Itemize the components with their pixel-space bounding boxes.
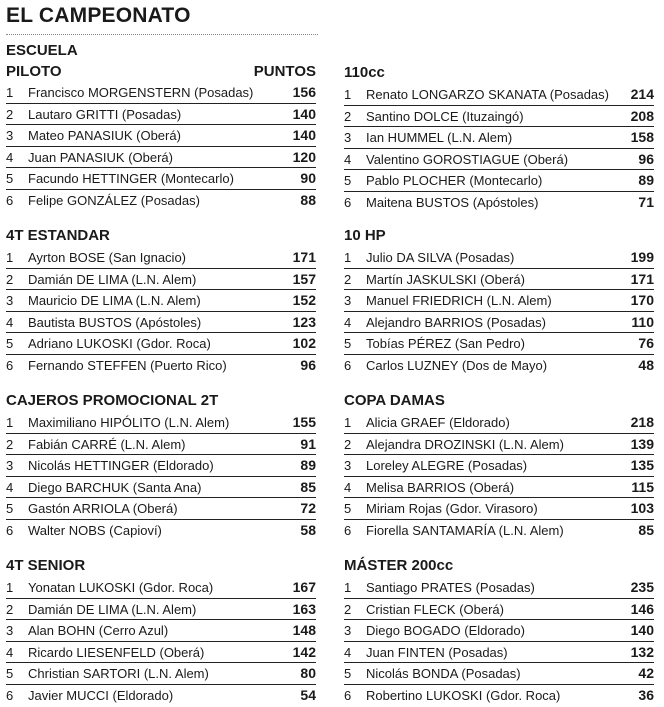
- standings-row: [344, 620, 654, 642]
- pilot-name: Maximiliano HIPÓLITO (L.N. Alem): [28, 415, 230, 430]
- pilot-name: Manuel FRIEDRICH (L.N. Alem): [366, 293, 552, 309]
- points-value: 171: [630, 270, 654, 287]
- position-number: 2: [6, 601, 14, 617]
- section-escuela: [6, 40, 316, 211]
- standings-list: [344, 84, 654, 213]
- pilot-name: Renato LONGARZO SKANATA (Posadas): [366, 87, 609, 102]
- points-value: 88: [300, 191, 316, 208]
- points-value: 218: [630, 414, 654, 430]
- section-title: 4T SENIOR: [6, 557, 86, 574]
- pilot-name: Facundo HETTINGER (Montecarlo): [28, 171, 234, 187]
- points-value: 214: [630, 86, 654, 102]
- pilot-name: Damián DE LIMA (L.N. Alem): [28, 271, 197, 287]
- section-master-200cc: [344, 555, 654, 706]
- points-value: 132: [630, 643, 654, 660]
- standings-row: [344, 520, 654, 541]
- position-number: 5: [344, 666, 352, 682]
- points-value: 152: [292, 292, 316, 309]
- section-title: CAJEROS PROMOCIONAL 2T: [6, 392, 219, 409]
- section-title: 110cc: [344, 64, 385, 81]
- points-value: 91: [300, 435, 316, 452]
- standings-row: [344, 685, 654, 706]
- position-number: 6: [6, 522, 14, 538]
- standings-row: [6, 685, 316, 706]
- section-title: MÁSTER 200cc: [344, 557, 454, 574]
- pilot-name: Fabián CARRÉ (L.N. Alem): [28, 436, 186, 452]
- points-value: 140: [630, 622, 654, 639]
- points-value: 54: [300, 686, 316, 703]
- points-value: 157: [292, 270, 316, 287]
- pilot-name: Julio DA SILVA (Posadas): [366, 250, 515, 265]
- standings-row: [344, 333, 654, 355]
- standings-row: [344, 247, 654, 269]
- pilot-name: Diego BOGADO (Eldorado): [366, 623, 525, 639]
- standings-row: [344, 269, 654, 291]
- position-number: 4: [344, 314, 352, 330]
- position-number: 2: [6, 271, 14, 287]
- pilot-name: Ricardo LIESENFELD (Oberá): [28, 644, 205, 660]
- column-header-piloto: PILOTO: [6, 63, 62, 80]
- pilot-name: Loreley ALEGRE (Posadas): [366, 458, 528, 474]
- standings-row: [344, 127, 654, 149]
- points-value: 140: [292, 105, 316, 122]
- section-10hp: [344, 225, 654, 376]
- position-number: 2: [344, 436, 352, 452]
- points-value: 48: [638, 356, 654, 373]
- standings-row: [6, 104, 316, 126]
- points-value: 163: [292, 600, 316, 617]
- pilot-name: Ian HUMMEL (L.N. Alem): [366, 130, 513, 146]
- pilot-name: Mateo PANASIUK (Oberá): [28, 128, 181, 144]
- position-number: 6: [344, 357, 352, 373]
- standings-row: [6, 520, 316, 541]
- pilot-name: Melisa BARRIOS (Oberá): [366, 479, 515, 495]
- position-number: 1: [6, 415, 14, 430]
- position-number: 6: [344, 194, 352, 210]
- standings-row: [6, 168, 316, 190]
- position-number: 3: [344, 130, 352, 146]
- position-number: 1: [344, 87, 352, 102]
- points-value: 103: [630, 500, 654, 517]
- position-number: 6: [344, 687, 352, 703]
- pilot-name: Santiago PRATES (Posadas): [366, 580, 535, 595]
- points-value: 167: [292, 579, 316, 595]
- position-number: 3: [6, 623, 14, 639]
- points-value: 89: [300, 457, 316, 474]
- points-value: 135: [630, 457, 654, 474]
- standings-list: [344, 247, 654, 376]
- standings-row: [6, 620, 316, 642]
- pilot-name: Robertino LUKOSKI (Gdor. Roca): [366, 687, 561, 703]
- section-4t-estandar: [6, 225, 316, 376]
- pilot-name: Alejandro BARRIOS (Posadas): [366, 314, 546, 330]
- standings-row: [6, 642, 316, 664]
- pilot-name: Fiorella SANTAMARÍA (L.N. Alem): [366, 522, 564, 538]
- pilot-name: Valentino GOROSTIAGUE (Oberá): [366, 151, 569, 167]
- pilot-name: Alicia GRAEF (Eldorado): [366, 415, 510, 430]
- points-value: 123: [292, 313, 316, 330]
- points-value: 90: [300, 170, 316, 187]
- pilot-name: Maitena BUSTOS (Apóstoles): [366, 194, 539, 210]
- points-value: 96: [300, 356, 316, 373]
- position-number: 5: [344, 501, 352, 517]
- position-number: 4: [6, 479, 14, 495]
- standings-row: [6, 599, 316, 621]
- position-number: 6: [6, 687, 14, 703]
- position-number: 5: [6, 666, 14, 682]
- standings-row: [344, 663, 654, 685]
- position-number: 1: [6, 85, 14, 100]
- pilot-name: Francisco MORGENSTERN (Posadas): [28, 85, 254, 100]
- points-value: 96: [638, 150, 654, 167]
- position-number: 4: [344, 151, 352, 167]
- points-value: 148: [292, 622, 316, 639]
- standings-row: [344, 412, 654, 434]
- pilot-name: Alan BOHN (Cerro Azul): [28, 623, 169, 639]
- position-number: 2: [344, 108, 352, 124]
- standings-list: [6, 247, 316, 376]
- section-cajeros-promocional-2t: [6, 390, 316, 541]
- position-number: 1: [344, 250, 352, 265]
- points-value: 102: [292, 335, 316, 352]
- pilot-name: Alejandra DROZINSKI (L.N. Alem): [366, 436, 564, 452]
- points-value: 155: [292, 414, 316, 430]
- pilot-name: Yonatan LUKOSKI (Gdor. Roca): [28, 580, 214, 595]
- standings-row: [344, 106, 654, 128]
- standings-row: [6, 333, 316, 355]
- standings-row: [344, 149, 654, 171]
- standings-row: [344, 434, 654, 456]
- points-value: 36: [638, 686, 654, 703]
- standings-row: [6, 290, 316, 312]
- standings-row: [6, 663, 316, 685]
- title-divider: [6, 34, 318, 35]
- position-number: 4: [344, 479, 352, 495]
- page-title: EL CAMPEONATO: [6, 4, 191, 27]
- points-value: 142: [292, 643, 316, 660]
- pilot-name: Carlos LUZNEY (Dos de Mayo): [366, 357, 548, 373]
- pilot-name: Adriano LUKOSKI (Gdor. Roca): [28, 336, 211, 352]
- pilot-name: Damián DE LIMA (L.N. Alem): [28, 601, 197, 617]
- standings-row: [6, 190, 316, 211]
- points-value: 89: [638, 172, 654, 189]
- standings-row: [6, 498, 316, 520]
- pilot-name: Fernando STEFFEN (Puerto Rico): [28, 357, 227, 373]
- position-number: 1: [6, 580, 14, 595]
- pilot-name: Cristian FLECK (Oberá): [366, 601, 504, 617]
- standings-row: [344, 290, 654, 312]
- pilot-name: Juan PANASIUK (Oberá): [28, 149, 173, 165]
- standings-row: [344, 455, 654, 477]
- standings-row: [344, 84, 654, 106]
- pilot-name: Lautaro GRITTI (Posadas): [28, 106, 182, 122]
- position-number: 6: [6, 192, 14, 208]
- standings-row: [6, 82, 316, 104]
- position-number: 5: [344, 173, 352, 189]
- points-value: 170: [630, 292, 654, 309]
- points-value: 199: [630, 249, 654, 265]
- pilot-name: Walter NOBS (Capioví): [28, 522, 162, 538]
- pilot-name: Christian SARTORI (L.N. Alem): [28, 666, 209, 682]
- position-number: 3: [344, 623, 352, 639]
- points-value: 85: [300, 478, 316, 495]
- standings-row: [6, 577, 316, 599]
- standings-row: [344, 577, 654, 599]
- standings-row: [6, 412, 316, 434]
- section-title: COPA DAMAS: [344, 392, 445, 409]
- standings-row: [6, 147, 316, 169]
- position-number: 1: [344, 415, 352, 430]
- standings-row: [344, 599, 654, 621]
- standings-list: [344, 412, 654, 541]
- standings-row: [6, 455, 316, 477]
- standings-row: [6, 247, 316, 269]
- points-value: 235: [630, 579, 654, 595]
- standings-row: [6, 269, 316, 291]
- standings-row: [344, 642, 654, 664]
- position-number: 2: [344, 271, 352, 287]
- pilot-name: Diego BARCHUK (Santa Ana): [28, 479, 202, 495]
- points-value: 115: [631, 478, 654, 495]
- standings-list: [6, 577, 316, 706]
- standings-row: [6, 125, 316, 147]
- pilot-name: Nicolás BONDA (Posadas): [366, 666, 521, 682]
- position-number: 3: [6, 293, 14, 309]
- position-number: 2: [344, 601, 352, 617]
- position-number: 4: [344, 644, 352, 660]
- standings-row: [344, 192, 654, 213]
- position-number: 3: [344, 458, 352, 474]
- section-title: 10 HP: [344, 227, 386, 244]
- standings-row: [344, 498, 654, 520]
- pilot-name: Ayrton BOSE (San Ignacio): [28, 250, 187, 265]
- pilot-name: Nicolás HETTINGER (Eldorado): [28, 458, 214, 474]
- standings-list: [6, 412, 316, 541]
- standings-row: [6, 477, 316, 499]
- section-title: 4T ESTANDAR: [6, 227, 110, 244]
- standings-row: [344, 477, 654, 499]
- points-value: 76: [638, 335, 654, 352]
- points-value: 80: [300, 665, 316, 682]
- section-110cc: [344, 62, 654, 213]
- points-value: 208: [630, 107, 654, 124]
- standings-row: [6, 434, 316, 456]
- pilot-name: Martín JASKULSKI (Oberá): [366, 271, 525, 287]
- pilot-name: Mauricio DE LIMA (L.N. Alem): [28, 293, 201, 309]
- position-number: 5: [344, 336, 352, 352]
- position-number: 5: [6, 501, 14, 517]
- column-headers: [6, 62, 316, 82]
- points-value: 71: [638, 193, 654, 210]
- position-number: 3: [344, 293, 352, 309]
- pilot-name: Juan FINTEN (Posadas): [366, 644, 508, 660]
- standings-row: [344, 170, 654, 192]
- position-number: 6: [344, 522, 352, 538]
- pilot-name: Gastón ARRIOLA (Oberá): [28, 501, 178, 517]
- points-value: 140: [292, 127, 316, 144]
- pilot-name: Bautista BUSTOS (Apóstoles): [28, 314, 202, 330]
- points-value: 158: [630, 129, 654, 146]
- points-value: 58: [300, 521, 316, 538]
- pilot-name: Pablo PLOCHER (Montecarlo): [366, 173, 543, 189]
- standings-list: [6, 82, 316, 211]
- points-value: 120: [292, 148, 316, 165]
- position-number: 3: [6, 458, 14, 474]
- points-value: 171: [292, 249, 316, 265]
- position-number: 5: [6, 171, 14, 187]
- standings-row: [6, 312, 316, 334]
- position-number: 2: [6, 106, 14, 122]
- position-number: 4: [6, 644, 14, 660]
- column-header-puntos: PUNTOS: [253, 63, 316, 80]
- section-4t-senior: [6, 555, 316, 706]
- points-value: 42: [638, 665, 654, 682]
- points-value: 85: [638, 521, 654, 538]
- pilot-name: Santino DOLCE (Ituzaingó): [366, 108, 524, 124]
- points-value: 146: [630, 600, 654, 617]
- pilot-name: Felipe GONZÁLEZ (Posadas): [28, 192, 200, 208]
- standings-row: [6, 355, 316, 376]
- position-number: 1: [6, 250, 14, 265]
- position-number: 5: [6, 336, 14, 352]
- position-number: 1: [344, 580, 352, 595]
- standings-list: [344, 577, 654, 706]
- points-value: 139: [630, 435, 654, 452]
- pilot-name: Javier MUCCI (Eldorado): [28, 687, 174, 703]
- standings-row: [344, 312, 654, 334]
- points-value: 72: [300, 500, 316, 517]
- position-number: 4: [6, 314, 14, 330]
- section-copa-damas: [344, 390, 654, 541]
- position-number: 4: [6, 149, 14, 165]
- pilot-name: Miriam Rojas (Gdor. Virasoro): [366, 501, 538, 517]
- section-title: ESCUELA: [6, 42, 78, 59]
- position-number: 2: [6, 436, 14, 452]
- position-number: 6: [6, 357, 14, 373]
- position-number: 3: [6, 128, 14, 144]
- points-value: 110: [631, 313, 654, 330]
- points-value: 156: [292, 84, 316, 100]
- standings-row: [344, 355, 654, 376]
- pilot-name: Tobías PÉREZ (San Pedro): [366, 336, 525, 352]
